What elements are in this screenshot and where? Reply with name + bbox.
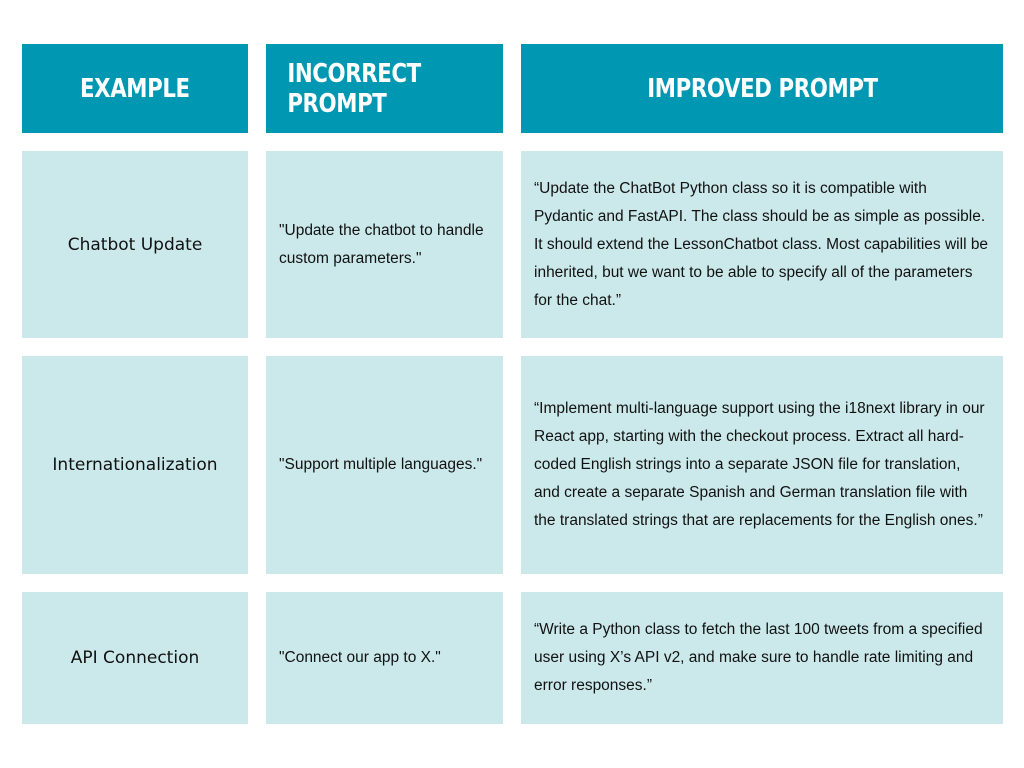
example-label: Internationalization	[52, 455, 218, 475]
table-row-2-example	[22, 356, 248, 574]
table-row-2-improved	[521, 356, 1003, 574]
header-improved-prompt	[521, 44, 1003, 133]
header-example-label: EXAMPLE	[80, 73, 190, 104]
table-row-3-incorrect	[266, 592, 503, 724]
header-improved-prompt-label: IMPROVED PROMPT	[646, 73, 878, 104]
incorrect-prompt-text: "Support multiple languages."	[279, 456, 483, 473]
improved-prompt-text: “Update the ChatBot Python class so it is compatible with Pydantic and FastAPI. The class should be as simple as possible. It should extend the LessonChatbot class. Most capabilities will be inherited, but we want to be able to specify all of the parameters for the chat.”	[534, 179, 989, 309]
example-label: API Connection	[70, 648, 200, 668]
example-label: Chatbot Update	[67, 234, 203, 255]
header-incorrect-prompt	[266, 44, 503, 133]
table-row-3-example	[22, 592, 248, 724]
header-example	[22, 44, 248, 133]
incorrect-prompt-text: "Update the chatbot to handle custom parameters."	[279, 221, 484, 267]
improved-prompt-text: “Implement multi-language support using the i18next library in our React app, starting with the checkout process. Extract all hard-coded English strings into a separate JSON file for translation, and create a separate Spanish and German translation file with the translated strings that are replacements for the English ones.”	[534, 400, 985, 529]
table-row-1-example	[22, 151, 248, 338]
table-row-1-incorrect	[266, 151, 503, 338]
header-incorrect-prompt-label: INCORRECT PROMPT	[287, 58, 421, 119]
improved-prompt-text: “Write a Python class to fetch the last 100 tweets from a specified user using X’s API v2, and make sure to handle rate limiting and error responses.”	[534, 621, 983, 694]
table-row-2-incorrect	[266, 356, 503, 574]
incorrect-prompt-text: "Connect our app to X."	[279, 649, 441, 666]
table-row-1-improved	[521, 151, 1003, 338]
table-row-3-improved	[521, 592, 1003, 724]
